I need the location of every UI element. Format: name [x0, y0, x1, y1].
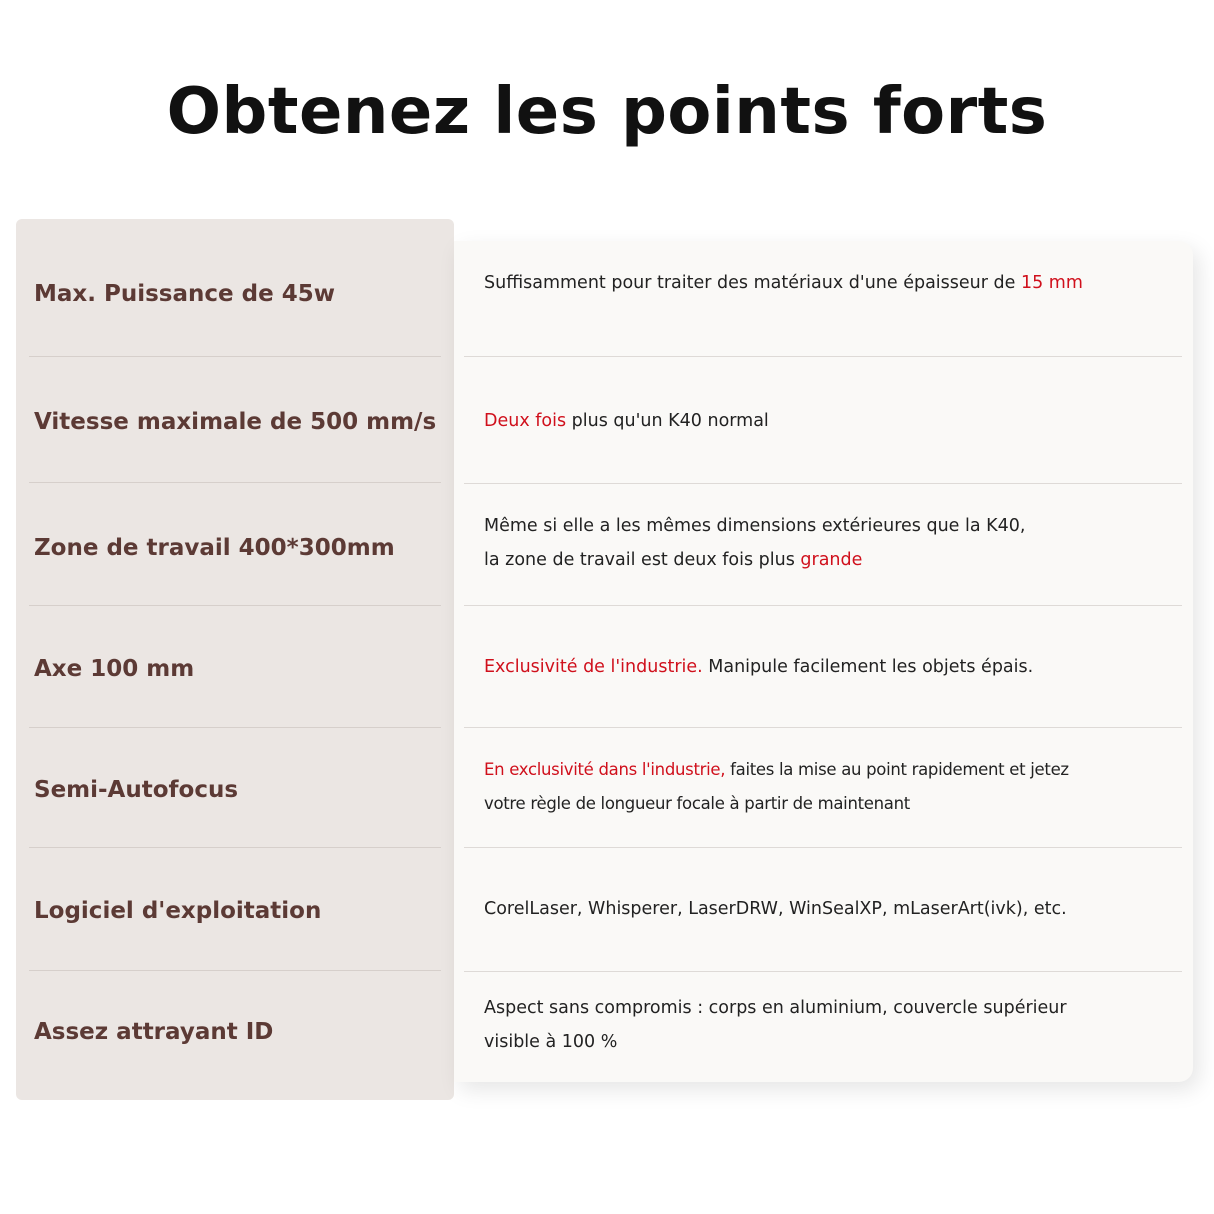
- row-divider: [464, 605, 1182, 606]
- feature-desc-power: [484, 266, 1174, 300]
- feature-desc-text: Manipule facilement les objets épais.: [702, 657, 1034, 677]
- feature-desc-highlight: En exclusivité dans l'industrie,: [484, 760, 726, 779]
- feature-desc-text: plus qu'un K40 normal: [566, 411, 769, 431]
- feature-desc-software: CorelLaser, Whisperer, LaserDRW, WinSealXP, mLaserArt(ivk), etc.: [484, 899, 1067, 919]
- feature-label-design: Assez attrayant ID: [34, 1019, 274, 1045]
- feature-label-autofocus: Semi-Autofocus: [34, 777, 239, 803]
- row-divider: [29, 727, 441, 728]
- row-divider: [29, 482, 441, 483]
- feature-desc-highlight: Exclusivité de l'industrie.: [484, 657, 703, 677]
- feature-label-work-area: Zone de travail 400*300mm: [34, 535, 395, 561]
- row-divider: [464, 847, 1182, 848]
- feature-desc-text: la zone de travail est deux fois plus: [484, 550, 801, 570]
- feature-desc-line: Même si elle a les mêmes dimensions extérieures que la K40,: [484, 516, 1026, 536]
- feature-desc-work-area: [484, 509, 1174, 577]
- feature-desc-line: votre règle de longueur focale à partir de maintenant: [484, 794, 910, 813]
- row-divider: [29, 847, 441, 848]
- feature-desc-design: [484, 991, 1174, 1059]
- row-divider: [464, 727, 1182, 728]
- feature-label-power: Max. Puissance de 45w: [34, 281, 335, 307]
- row-divider: [464, 971, 1182, 972]
- feature-desc-line: Aspect sans compromis : corps en aluminium, couvercle supérieur: [484, 998, 1067, 1018]
- feature-desc-line: visible à 100 %: [484, 1032, 618, 1052]
- feature-desc-axis: [484, 650, 1174, 684]
- row-divider: [464, 356, 1182, 357]
- feature-label-software: Logiciel d'exploitation: [34, 898, 322, 924]
- feature-desc-line: [484, 543, 1174, 577]
- feature-desc-highlight: grande: [800, 550, 863, 570]
- row-divider: [29, 605, 441, 606]
- row-divider: [29, 356, 441, 357]
- feature-desc-text: faites la mise au point rapidement et jetez: [725, 760, 1069, 779]
- feature-desc-highlight: 15 mm: [1020, 273, 1083, 293]
- feature-desc-speed: [484, 404, 1174, 438]
- page-title: Obtenez les points forts: [166, 75, 1048, 149]
- row-divider: [464, 483, 1182, 484]
- feature-desc-autofocus: [484, 753, 1174, 821]
- row-divider: [29, 970, 441, 971]
- feature-desc-line: [484, 753, 1174, 787]
- feature-desc-highlight: Deux fois: [484, 411, 567, 431]
- feature-label-speed: Vitesse maximale de 500 mm/s: [34, 409, 437, 435]
- feature-desc-text: Suffisamment pour traiter des matériaux d'une épaisseur de: [484, 273, 1021, 293]
- feature-label-axis: Axe 100 mm: [34, 656, 195, 682]
